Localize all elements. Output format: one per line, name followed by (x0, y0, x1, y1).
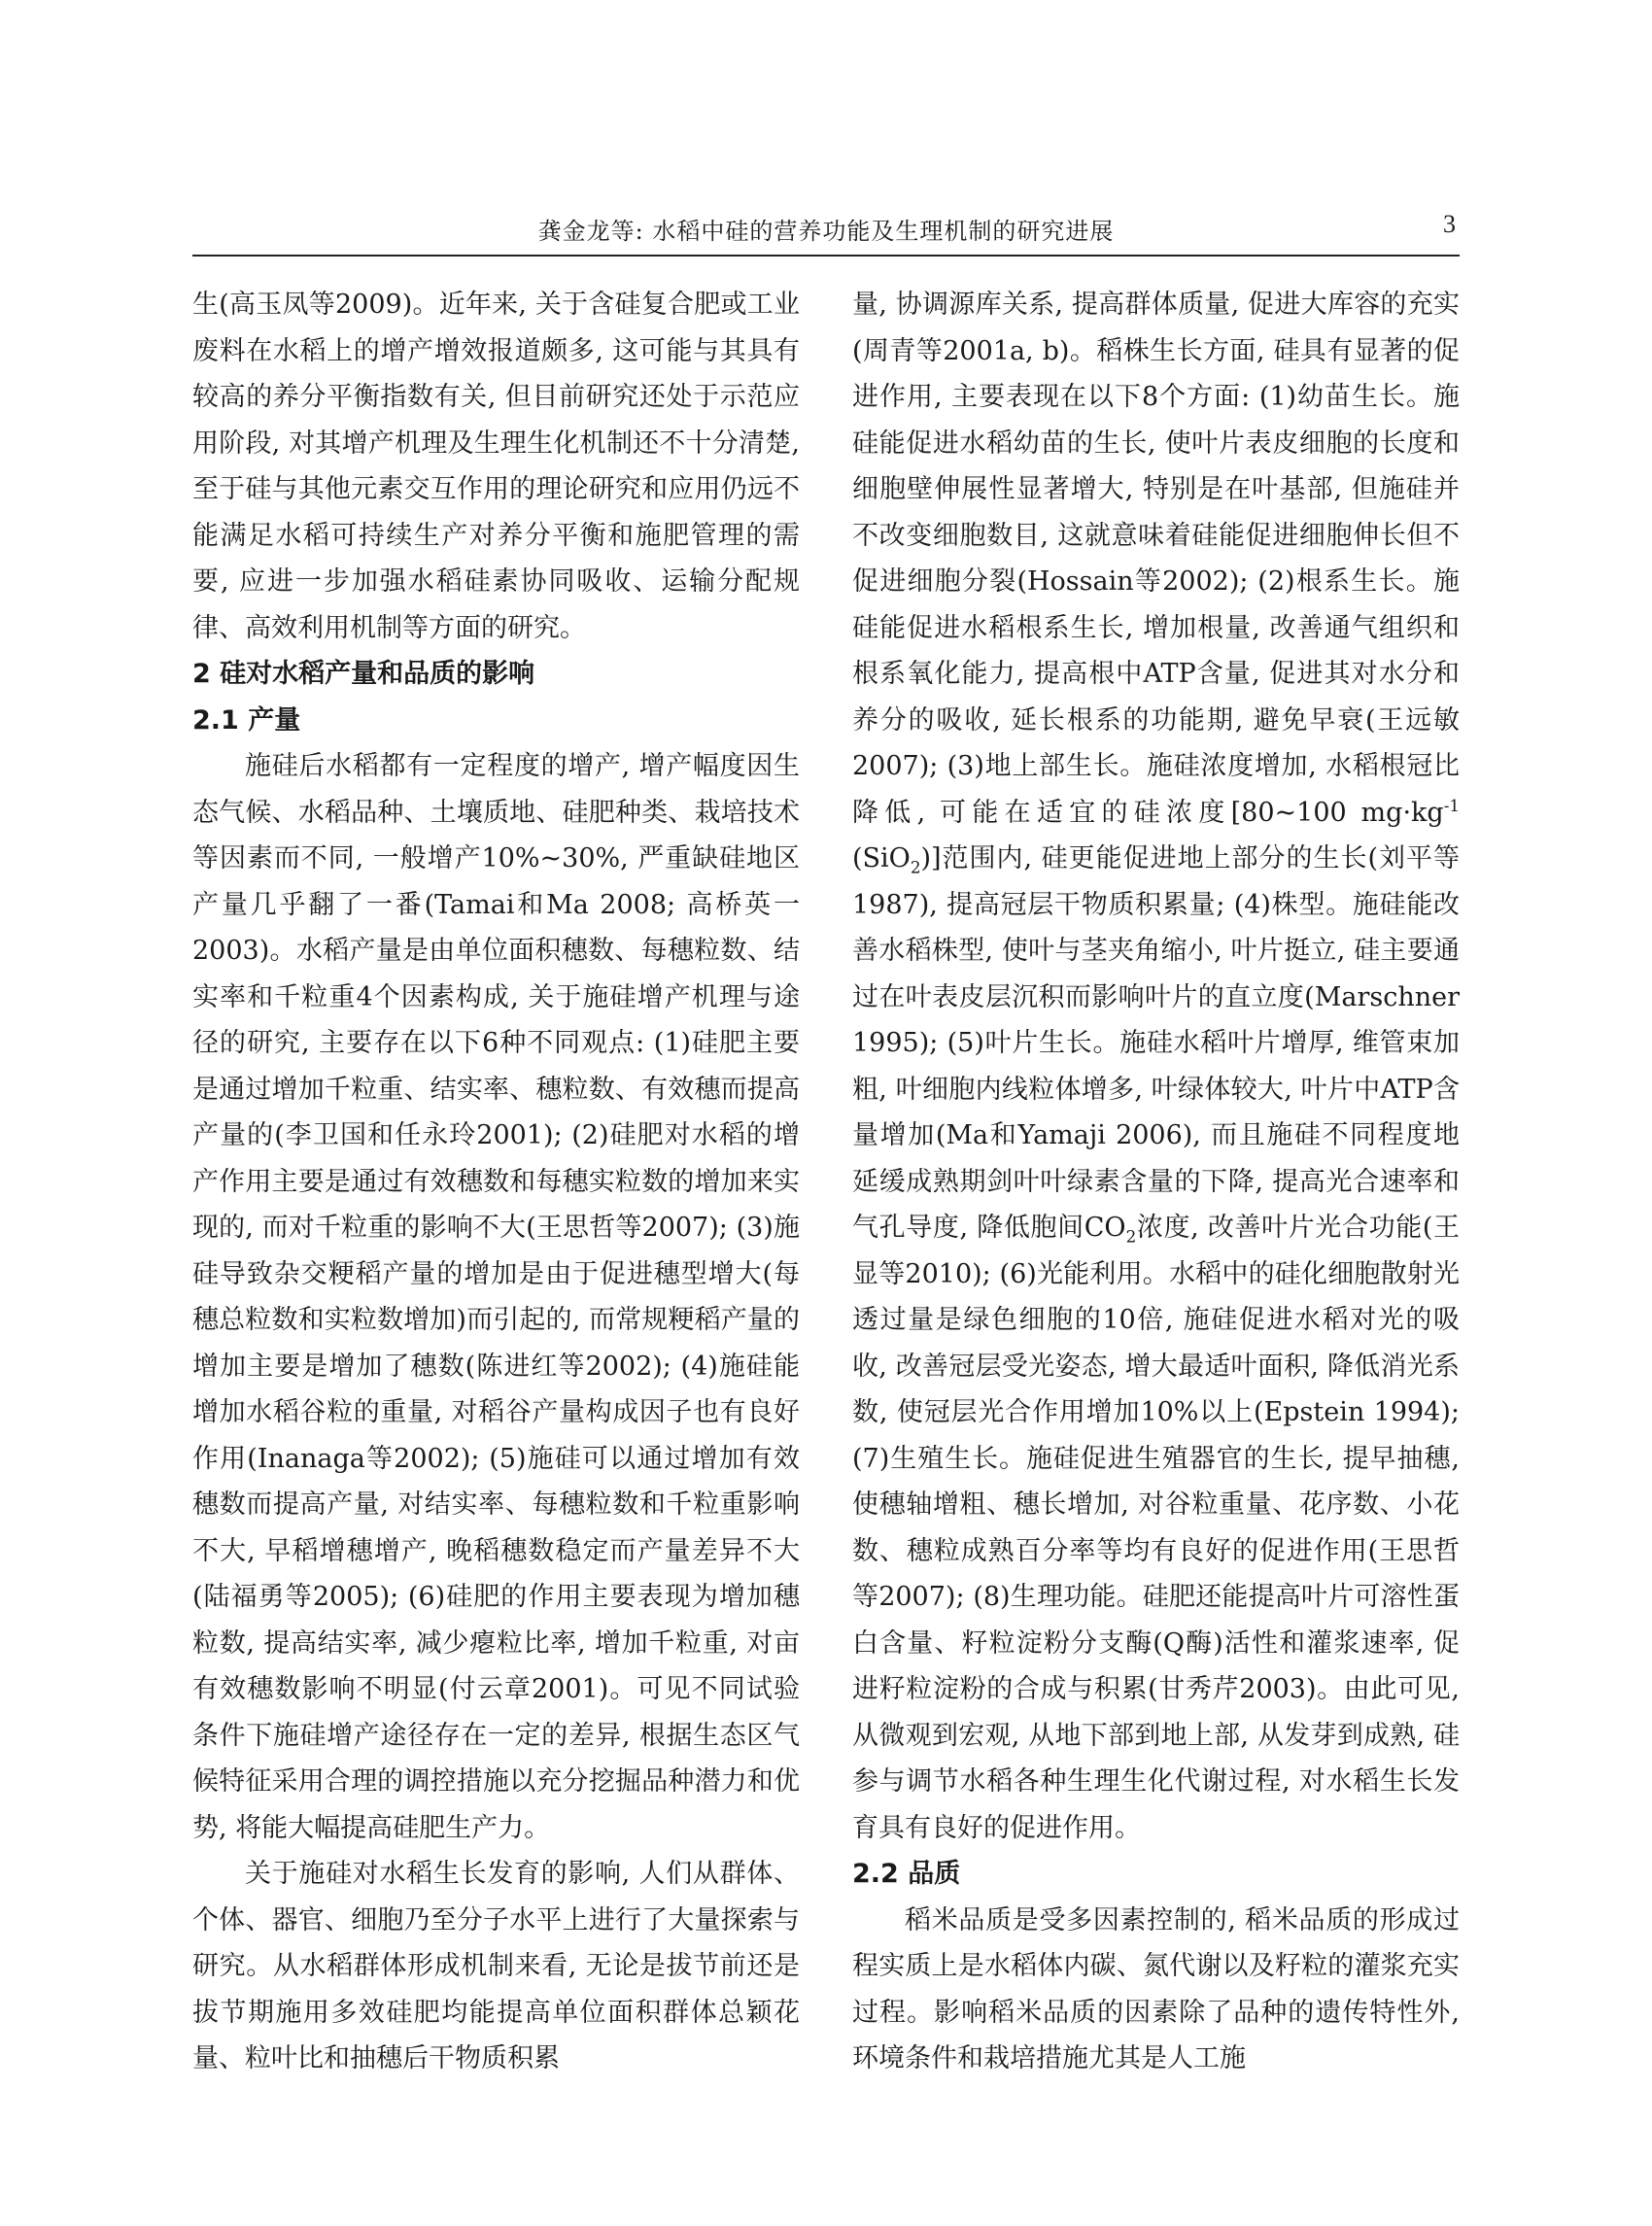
left-column (192, 282, 800, 2082)
subscript: 2 (910, 857, 921, 877)
text-run: (SiO (852, 843, 911, 873)
paragraph: 施硅后水稻都有一定程度的增产, 增产幅度因生态气候、水稻品种、土壤质地、硅肥种类、栽培技术等因素而不同, 一般增产10%~30%, 严重缺硅地区产量几乎翻了一番(Tamai和Ma 2008; 高桥英一2003)。水稻产量是由单位面积穗数、每穗粒数、结实率和千粒重4个因素构成, 关于施硅增产机理与途径的研究, 主要存在以下6种不同观点: (1)硅肥主要是通过增加千粒重、结实率、穗粒数、有效穗而提高产量的(李卫国和任永玲2001); (2)硅肥对水稻的增产作用主要是通过有效穗数和每穗实粒数的增加来实现的, 而对千粒重的影响不大(王思哲等2007); (3)施硅导致杂交粳稻产量的增加是由于促进穗型增大(每穗总粒数和实粒数增加)而引起的, 而常规粳稻产量的增加主要是增加了穗数(陈进红等2002); (4)施硅能增加水稻谷粒的重量, 对稻谷产量构成因子也有良好作用(Inanaga等2002); (5)施硅可以通过增加有效穗数而提高产量, 对结实率、每穗粒数和千粒重影响不大, 早稻增穗增产, 晚稻穗数稳定而产量差异不大(陆福勇等2005); (6)硅肥的作用主要表现为增加穗粒数, 提高结实率, 减少瘪粒比率, 增加千粒重, 对亩有效穗数影响不明显(付云章2001)。可见不同试验条件下施硅增产途径存在一定的差异, 根据生态区气候特征采用合理的调控措施以充分挖掘品种潜力和优势, 将能大幅提高硅肥生产力。 (192, 751, 800, 1843)
subsection-heading: 2.2 品质 (852, 1859, 961, 1889)
text-run: 浓度, 改善叶片光合功能(王显等2010); (6)光能利用。水稻中的硅化细胞散射光透过量是绿色细胞的10倍, 施硅促进水稻对光的吸收, 改善冠层受光姿态, 增大最适叶面积, 降低消光系数, 使冠层光合作用增加10%以上(Epstein 1994); (7)生殖生长。施硅促进生殖器官的生长, 提早抽穗, 使穗轴增粗、穗长增加, 对谷粒重量、花序数、小花数、穗粒成熟百分率等均有良好的促进作用(王思哲等2007); (8)生理功能。硅肥还能提高叶片可溶性蛋白含量、籽粒淀粉分支酶(Q酶)活性和灌浆速率, 促进籽粒淀粉的合成与积累(甘秀芹2003)。由此可见, 从微观到宏观, 从地下部到地上部, 从发芽到成熟, 硅参与调节水稻各种生理生化代谢过程, 对水稻生长发育具有良好的促进作用。 (852, 1213, 1460, 1843)
page-header (192, 206, 1460, 257)
paragraph: 关于施硅对水稻生长发育的影响, 人们从群体、个体、器官、细胞乃至分子水平上进行了大量探索与研究。从水稻群体形成机制来看, 无论是拔节前还是拔节期施用多效硅肥均能提高单位面积群体总颖花量、粒叶比和抽穗后干物质积累 (192, 1859, 800, 2073)
paragraph: 稻米品质是受多因素控制的, 稻米品质的形成过程实质上是水稻体内碳、氮代谢以及籽粒的灌浆充实过程。影响稻米品质的因素除了品种的遗传特性外, 环境条件和栽培措施尤其是人工施 (852, 1904, 1460, 2073)
subscript: 2 (1125, 1226, 1137, 1247)
right-column (852, 282, 1460, 2082)
paragraph: 生(高玉凤等2009)。近年来, 关于含硅复合肥或工业废料在水稻上的增产增效报道颇多, 这可能与其具有较高的养分平衡指数有关, 但目前研究还处于示范应用阶段, 对其增产机理及生理生化机制还不十分清楚, 至于硅与其他元素交互作用的理论研究和应用仍远不能满足水稻可持续生产对养分平衡和施肥管理的需要, 应进一步加强水稻硅素协同吸收、运输分配规律、高效利用机制等方面的研究。 (192, 290, 800, 643)
superscript: -1 (1443, 795, 1460, 815)
paragraph (852, 282, 1460, 1851)
section-heading: 2 硅对水稻产量和品质的影响 (192, 659, 535, 689)
page-number: 3 (1443, 210, 1456, 238)
running-title: 龚金龙等: 水稻中硅的营养功能及生理机制的研究进展 (537, 218, 1115, 245)
subsection-heading: 2.1 产量 (192, 704, 301, 736)
text-run: )]范围内, 硅更能促进地上部分的生长(刘平等1987), 提高冠层干物质积累量; (4)株型。施硅能改善水稻株型, 使叶与茎夹角缩小, 叶片挺立, 硅主要通过在叶表皮层沉积而影响叶片的直立度(Marschner 1995); (5)叶片生长。施硅水稻叶片增厚, 维管束加粗, 叶细胞内线粒体增多, 叶绿体较大, 叶片中ATP含量增加(Ma和Yamaji 2006), 而且施硅不同程度地延缓成熟期剑叶叶绿素含量的下降, 提高光合速率和气孔导度, 降低胞间CO (852, 843, 1460, 1243)
text-run: 量, 协调源库关系, 提高群体质量, 促进大库容的充实(周青等2001a, b)。稻株生长方面, 硅具有显著的促进作用, 主要表现在以下8个方面: (1)幼苗生长。施硅能促进水稻幼苗的生长, 使叶片表皮细胞的长度和细胞壁伸展性显著增大, 特别是在叶基部, 但施硅并不改变细胞数目, 这就意味着硅能促进细胞伸长但不促进细胞分裂(Hossain等2002); (2)根系生长。施硅能促进水稻根系生长, 增加根量, 改善通气组织和根系氧化能力, 提高根中ATP含量, 促进其对水分和养分的吸收, 延长根系的功能期, 避免早衰(王远敏2007); (3)地上部生长。施硅浓度增加, 水稻根冠比降低, 可能在适宜的硅浓度[80~100 mg·kg (852, 290, 1460, 828)
